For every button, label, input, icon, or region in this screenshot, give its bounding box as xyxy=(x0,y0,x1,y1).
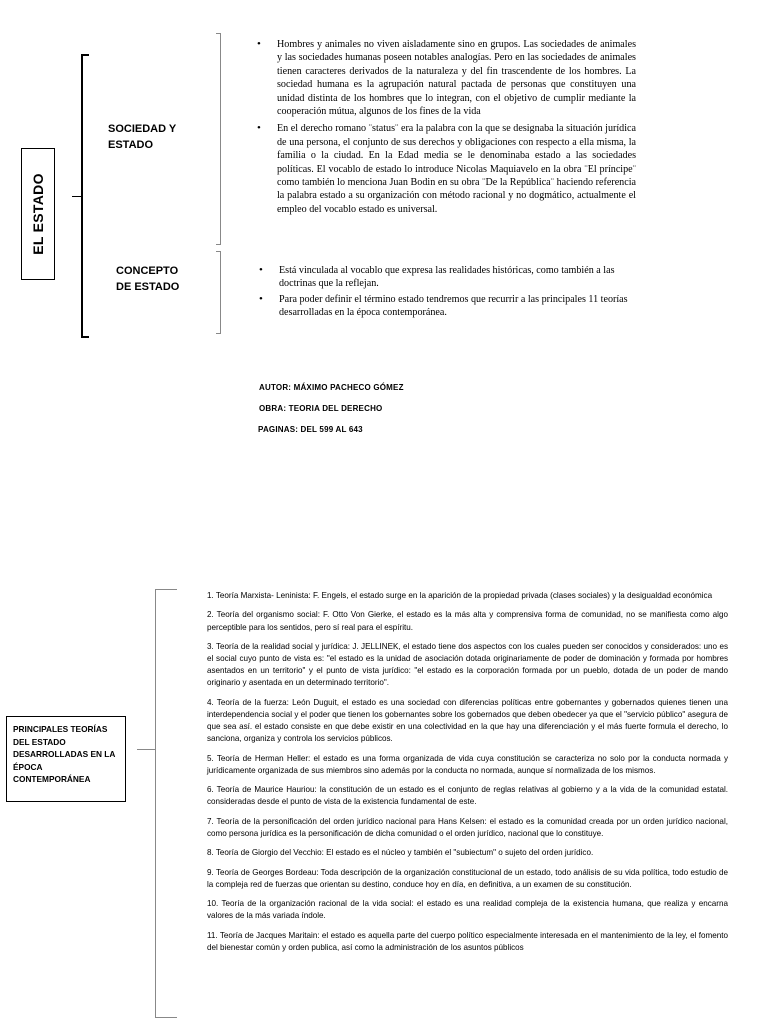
theory-item: 11. Teoría de Jacques Maritain: el estado es aquella parte del cuerpo político especialmente interesada en el mantenimiento de la ley, el fomento del bienestar común y orden publica, así como la administración de los asuntos públicos xyxy=(207,930,728,953)
bullet-item: • Está vinculada al vocablo que expresa las realidades históricas, como también a las doctrinas que la reflejan. xyxy=(257,264,647,291)
bullet-item: • Hombres y animales no viven aisladamente sino en grupos. Las sociedades de animales y las sociedades humanas poseen notables analogías. Pero en las sociedades de animales tienen caracteres derivados de la naturaleza y del fin trascendente de los hombres. La sociedad humana es la agrupación natural pactada de personas que constituyen una unidad distinta de los hombres que lo integran, con el objetivo de cumplir mediante la cooperación mútua, algunos de los fines de la vida xyxy=(255,38,636,118)
section-bracket-concepto-bottom xyxy=(216,333,221,334)
section-bracket-sociedad-top xyxy=(216,33,221,34)
theory-item: 4. Teoría de la fuerza: León Duguit, el estado es una sociedad con diferencias políticas entre gobernantes y gobernados quienes tienen una interdependencia social y el poder que tienen los gobernantes sobre los gobernados que deben obedecer ya que el "servicio público" asegura de que sea así. el estado consiste en que debe existir en una colectividad en la que hay una diferenciación y el más fuerte formula el derecho, lo sanciona, organiza y controla los servicios públicos. xyxy=(207,697,728,744)
title-box xyxy=(21,148,55,280)
bullet-item: • En el derecho romano ¨status¨ era la palabra con la que se designaba la situación jurídica de una persona, el conjunto de sus derechos y obligaciones con respecto a ella misma, la familia o la ciudad. En la Edad media se le denominaba estado a las sociedades políticas. El vocablo de estado lo introduce Nicolas Maquiavelo en la obra ¨El príncipe¨ como también lo menciona Juan Bodin en su obra ¨De la República¨ haciendo referencia la palabra estado a su organización con método racional y no dogmático, actualmente el empleo del vocablo estado es universal. xyxy=(255,122,636,216)
section-bracket-concepto-top xyxy=(216,251,221,252)
theories-heading-box xyxy=(6,716,126,802)
theory-item: 9. Teoría de Georges Bordeau: Toda descripción de la organización constitucional de un estado, todo análisis de su vida política, todo estudio de la compleja red de fuerzas que orientan su destino, conduce hoy en día, en definitiva, a un examen de su constitución. xyxy=(207,867,728,889)
meta-pages: PAGINAS: DEL 599 AL 643 xyxy=(258,425,363,434)
theory-item: 6. Teoría de Maurice Hauriou: la constitución de un estado es el conjunto de reglas relativas al gobierno y a la vida de la comunidad estatal. consideradas desde el punto de vista de la existencia fundamental de este. xyxy=(207,785,728,807)
section-heading-concepto: CONCEPTO DE ESTADO xyxy=(116,265,180,293)
theories-bracket-bottom xyxy=(155,1017,177,1018)
theory-item: 3. Teoría de la realidad social y jurídica: J. JELLINEK, el estado tiene dos aspectos con los cuales pueden ser conocidos y considerados: uno es el social cuyo punto de vista es: "el estado es la unidad de asociación dotada originariamente de poder de dominación y formada por hombres asentados en un territorio" y el punto de vista jurídico: "el estado es la corporación formada por un pueblo, dotada de un poder de mando originario y asentada en un determinado territorio". xyxy=(207,642,728,688)
theory-item: 1. Teoría Marxista- Leninista: F. Engels, el estado surge en la aparición de la propiedad privada (clases sociales) y la desigualdad económica xyxy=(207,591,713,600)
meta-work: OBRA: TEORIA DEL DERECHO xyxy=(259,404,383,413)
meta-author: AUTOR: MÁXIMO PACHECO GÓMEZ xyxy=(259,383,404,392)
theory-item: 5. Teoría de Herman Heller: el estado es una forma organizada de vida cuya constitución se caracteriza no solo por la conducta normada y jurídicamente organizada de sus miembros sino además por la conducta no normada, aunque sí normalizada de los mismos. xyxy=(207,753,728,775)
theories-connector xyxy=(137,749,155,750)
theories-bracket-top xyxy=(155,589,177,590)
theory-item: 10. Teoría de la organización racional de la vida social: el estado es una realidad compleja de la existencia humana, que realiza y encarna valores de la más variada índole. xyxy=(207,899,728,921)
section-bracket-concepto xyxy=(220,251,221,334)
section-heading-sociedad: SOCIEDAD Y ESTADO xyxy=(108,123,177,151)
theories-bracket xyxy=(155,589,156,1018)
main-bracket xyxy=(81,54,83,337)
main-bracket-bottom xyxy=(81,336,89,338)
section-bullets-concepto xyxy=(257,264,647,320)
document-title: EL ESTADO xyxy=(30,173,46,255)
main-bracket-top xyxy=(81,54,89,56)
theories-list xyxy=(207,590,728,962)
section-bullets-sociedad xyxy=(255,38,636,216)
theory-item: 2. Teoría del organismo social: F. Otto Von Gierke, el estado es la más alta y comprensiva forma de comunidad, no se manifiesta como algo perceptible para los sentidos, pero sí real para el espíritu. xyxy=(207,610,728,632)
section-bracket-sociedad-bottom xyxy=(216,244,221,245)
theory-item: 7. Teoría de la personificación del orden jurídico nacional para Hans Kelsen: el estado es la comunidad creada por un orden jurídico nacional, como persona jurídica es la personificación de dicha comunidad o el orden jurídico, nacional que lo constituye. xyxy=(207,816,728,838)
theory-item: 8. Teoría de Giorgio del Vecchio: El estado es el núcleo y también el "subiectum" o sujeto del orden jurídico. xyxy=(207,848,594,858)
theories-heading: PRINCIPALES TEORÍAS DEL ESTADO DESARROLLADAS EN LA ÉPOCA CONTEMPORÁNEA xyxy=(13,724,116,784)
bullet-item: • Para poder definir el término estado tendremos que recurrir a las principales 11 teorías desarrolladas en la época contemporánea. xyxy=(257,293,647,320)
section-bracket-sociedad xyxy=(220,33,221,245)
